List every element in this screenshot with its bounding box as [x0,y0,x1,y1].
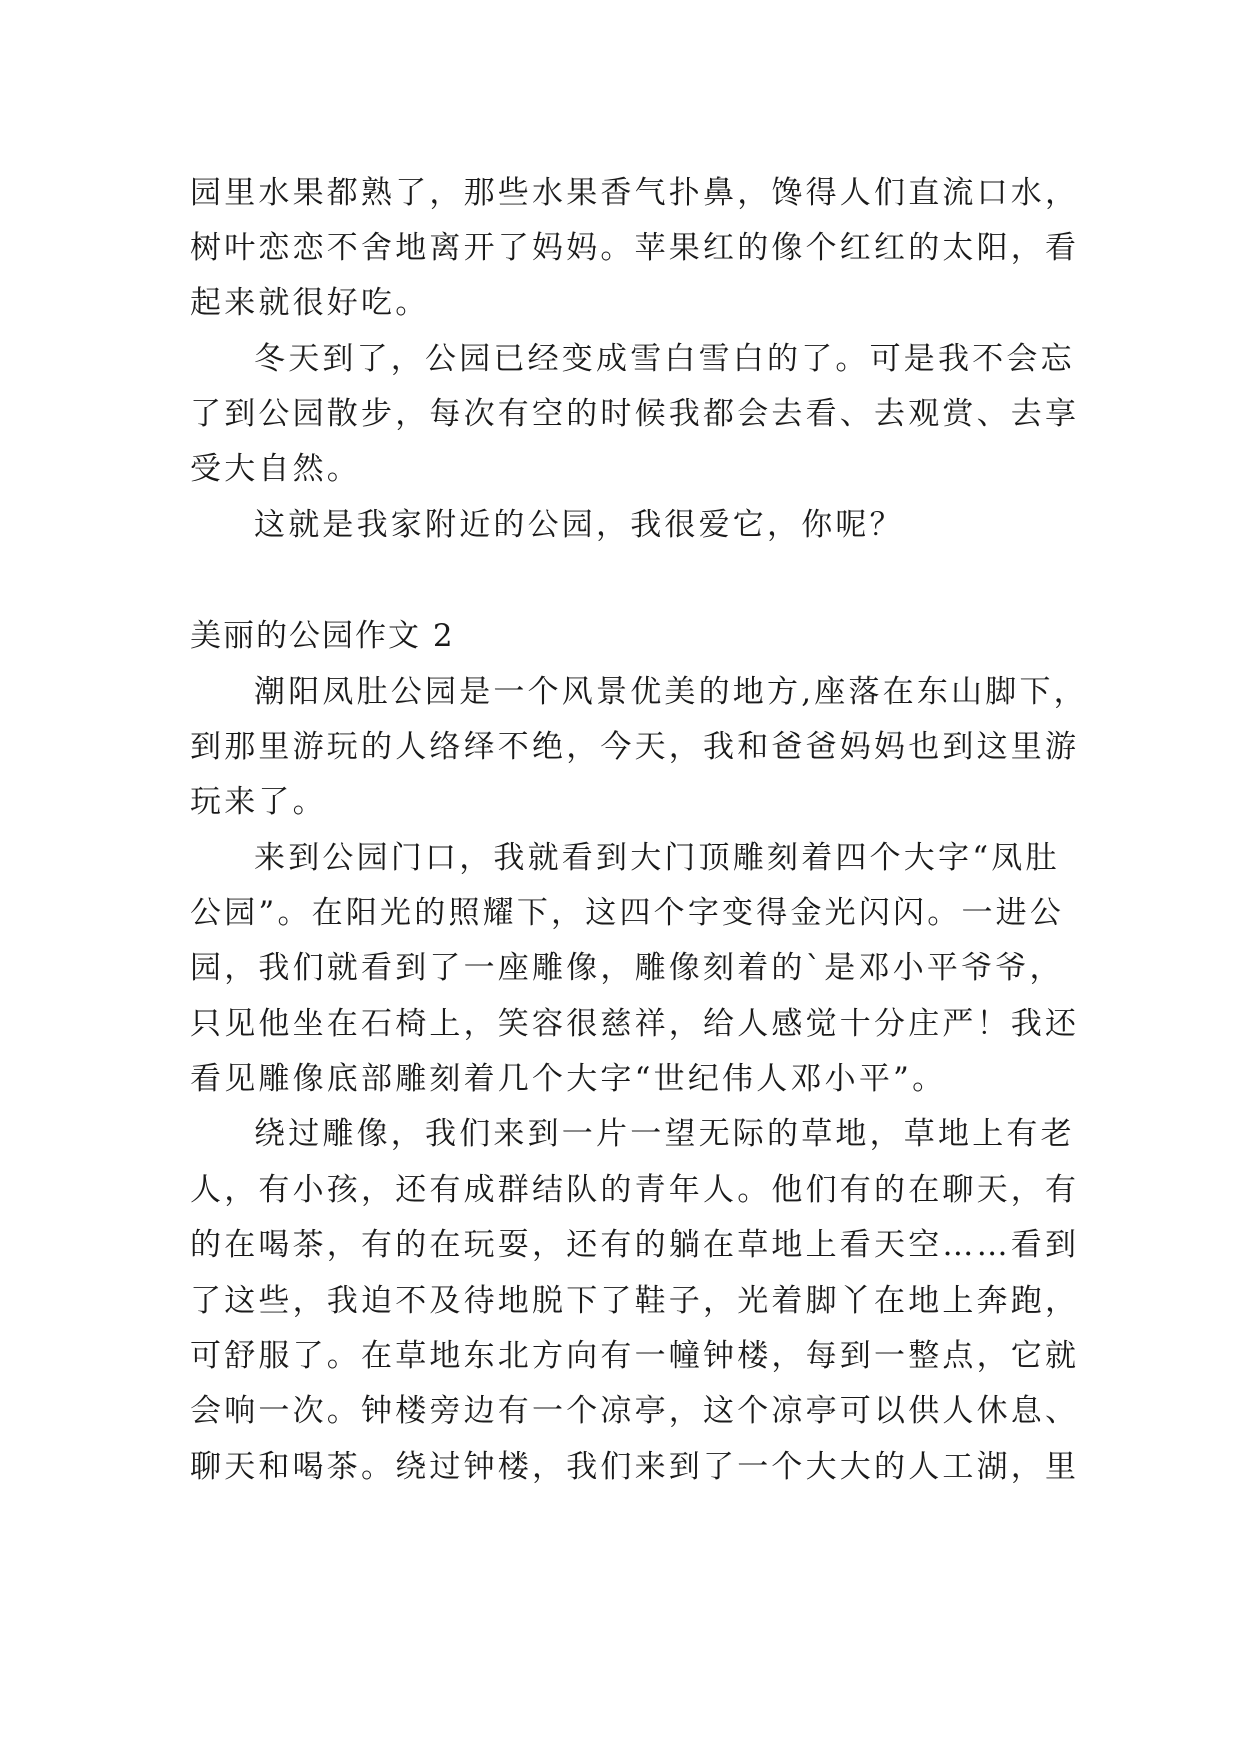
text-line: 受大自然。 [190,451,361,487]
text-line: 了这些，我迫不及待地脱下了鞋子，光着脚丫在地上奔跑， [190,1283,1080,1319]
text-line: 绕过雕像，我们来到一片一望无际的草地，草地上有老 [254,1116,1075,1152]
text-line: 了到公园散步，每次有空的时候我都会去看、去观赏、去享 [190,396,1080,432]
text-line: 冬天到了，公园已经变成雪白雪白的了。可是我不会忘 [254,341,1075,377]
section-heading: 美丽的公园作文 2 [190,618,455,654]
text-line: 会响一次。钟楼旁边有一个凉亭，这个凉亭可以供人休息、 [190,1393,1080,1429]
text-line: 可舒服了。在草地东北方向有一幢钟楼，每到一整点，它就 [190,1338,1080,1374]
text-line: 潮阳凤肚公园是一个风景优美的地方,座落在东山脚下， [254,674,1088,710]
text-line: 起来就很好吃。 [190,285,430,321]
text-line: 园里水果都熟了，那些水果香气扑鼻，馋得人们直流口水， [190,175,1080,211]
text-line: 人，有小孩，还有成群结队的青年人。他们有的在聊天，有 [190,1172,1080,1208]
text-line: 看见雕像底部雕刻着几个大字“世纪伟人邓小平”。 [190,1061,947,1097]
text-line: 的在喝茶，有的在玩耍，还有的躺在草地上看天空……看到 [190,1227,1080,1263]
text-line: 园，我们就看到了一座雕像，雕像刻着的`是邓小平爷爷， [190,950,1064,986]
text-line: 聊天和喝茶。绕过钟楼，我们来到了一个大大的人工湖，里 [190,1449,1080,1485]
text-line: 玩来了。 [190,784,327,820]
text-line: 这就是我家附近的公园，我很爱它，你呢？ [254,507,904,543]
text-line: 来到公园门口，我就看到大门顶雕刻着四个大字“凤肚 [254,840,1060,876]
text-line: 公园”。在阳光的照耀下，这四个字变得金光闪闪。一进公 [190,895,1065,931]
text-line: 树叶恋恋不舍地离开了妈妈。苹果红的像个红红的太阳，看 [190,230,1080,266]
text-line: 只见他坐在石椅上，笑容很慈祥，给人感觉十分庄严！我还 [190,1006,1080,1042]
text-line: 到那里游玩的人络绎不绝，今天，我和爸爸妈妈也到这里游 [190,729,1080,765]
